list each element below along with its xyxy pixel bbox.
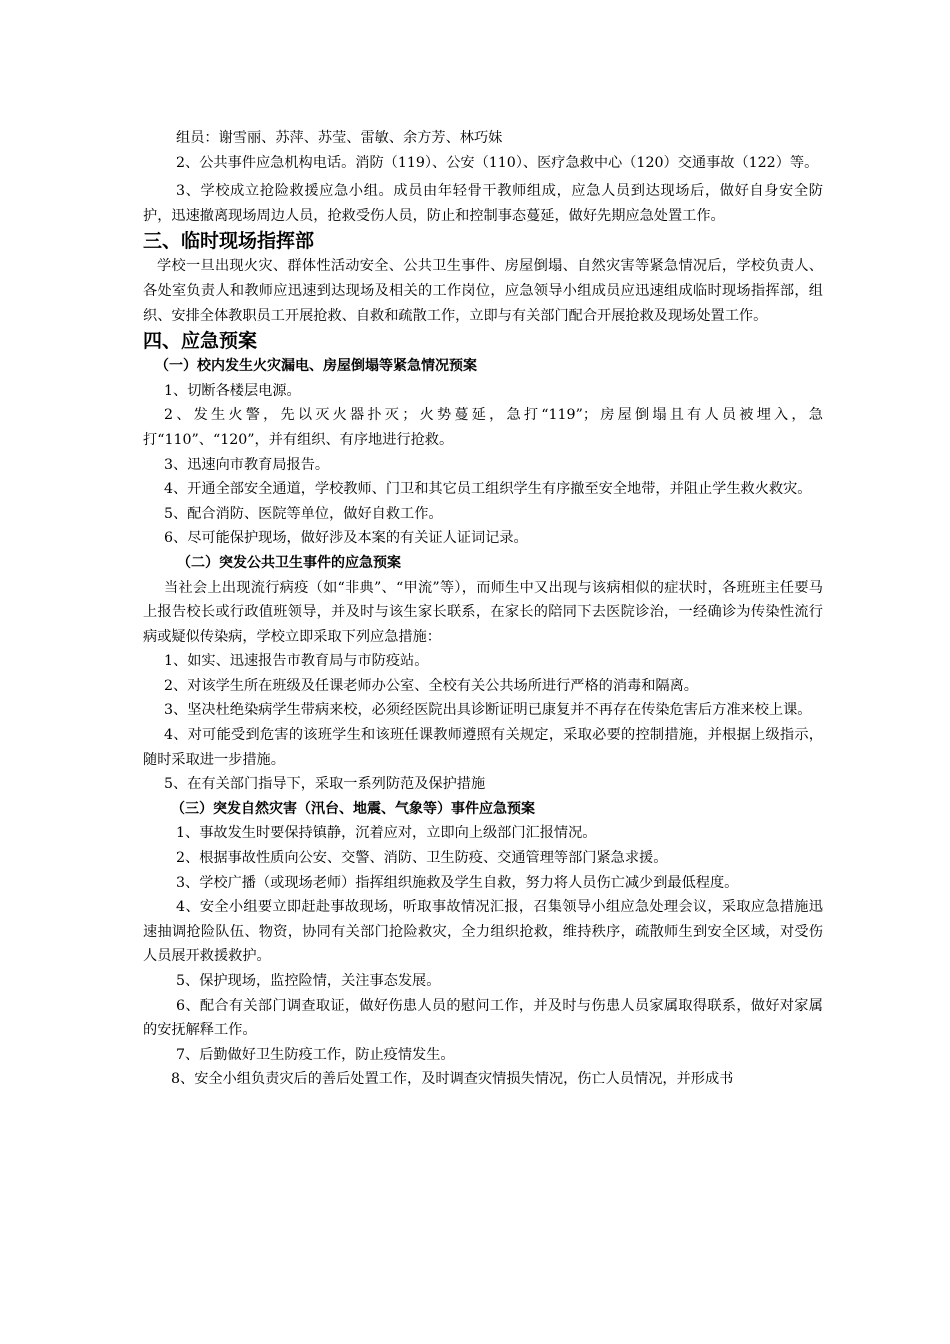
section-heading-4: 四、应急预案 [143,330,258,353]
list-item: 2、对该学生所在班级及任课老师办公室、全校有关公共场所进行严格的消毒和隔离。 [164,677,698,694]
list-item: 4、安全小组要立即赶赴事故现场，听取事故情况汇报，召集领导小组应急处理会议，采取应急措施迅速抽调抢险队伍、物资，协同有关部门抢险救灾，全力组织抢救，维持秩序，疏散师生到安全区域，对受伤人员展开救援救护。 [143,899,823,965]
list-item: 1、如实、迅速报告市教育局与市防疫站。 [164,653,429,670]
subheading-fire: （一）校内发生火灾漏电、房屋倒塌等紧急情况预案 [155,358,477,375]
list-item: 1、事故发生时要保持镇静，沉着应对，立即向上级部门汇报情况。 [176,825,597,842]
subheading-health: （二）突发公共卫生事件的应急预案 [177,554,401,571]
list-item: 5、保护现场，监控险情，关注事态发展。 [176,973,441,989]
list-item: 6、尽可能保护现场，做好涉及本案的有关证人证词记录。 [164,530,528,547]
list-item: 1、切断各楼层电源。 [164,382,301,399]
document-page [143,126,823,1092]
list-item: 2、发生火警，先以灭火器扑灭；火势蔓延，急打“119”；房屋倒塌且有人员被埋入，急打“110”、“120”，并有组织、有序地进行抢救。 [143,407,823,448]
list-item: 4、开通全部安全通道，学校教师、门卫和其它员工组织学生有序撤至安全地带，并阻止学生救火救灾。 [164,481,812,498]
list-item: 2、根据事故性质向公安、交警、消防、卫生防疫、交通管理等部门紧急求援。 [176,850,668,867]
list-item: 8、安全小组负责灾后的善后处置工作，及时调查灾情损失情况，伤亡人员情况，并形成书 [171,1071,734,1088]
list-item: 5、在有关部门指导下，采取一系列防范及保护措施 [164,776,486,793]
section-heading-3: 三、临时现场指挥部 [143,230,315,253]
subheading-disaster: （三）突发自然灾害（汛台、地震、气象等）事件应急预案 [171,800,535,817]
members-paragraph: 组员：谢雪丽、苏萍、苏莹、雷敏、余方芳、林巧妹 [176,130,503,146]
list-item: 3、学校广播（或现场老师）指挥组织施救及学生自救，努力将人员伤亡减少到最低程度。 [176,874,739,891]
list-item: 3、坚决杜绝染病学生带病来校，必须经医院出具诊断证明已康复并不再存在传染危害后方准来校上课。 [164,702,812,719]
list-item: 6、配合有关部门调查取证，做好伤患人员的慰问工作，并及时与伤患人员家属取得联系，做好对家属的安抚解释工作。 [143,997,823,1039]
list-item: 5、配合消防、医院等单位，做好自救工作。 [164,505,443,522]
list-item: 4、对可能受到危害的该班学生和该班任课教师遵照有关规定，采取必要的控制措施，并根据上级指示，随时采取进一步措施。 [143,727,823,768]
list-item: 3、迅速向市教育局报告。 [164,456,330,473]
command-post-paragraph: 学校一旦出现火灾、群体性活动安全、公共卫生事件、房屋倒塌、自然灾害等紧急情况后，学校负责人、各处室负责人和教师应迅速到达现场及相关的工作岗位，应急领导小组成员应迅速组成临时现场指挥部，组织、安排全体教职员工开展抢救、自救和疏散工作，立即与有关部门配合开展抢救及现场处置工作。 [143,258,823,324]
phones-paragraph: 2、公共事件应急机构电话。消防（119）、公安（110）、医疗急救中心（120）交通事故（122）等。 [176,154,819,171]
list-item: 7、后勤做好卫生防疫工作，防止疫情发生。 [176,1046,455,1063]
rescue-team-paragraph: 3、学校成立抢险救援应急小组。成员由年轻骨干教师组成，应急人员到达现场后，做好自身安全防护，迅速撤离现场周边人员，抢救受伤人员，防止和控制事态蔓延，做好先期应急处置工作。 [143,183,823,224]
health-intro-paragraph: 当社会上出现流行病疫（如“非典”、“甲流”等），而师生中又出现与该病相似的症状时，各班班主任要马上报告校长或行政值班领导，并及时与该生家长联系，在家长的陪同下去医院诊治，一经确诊为传染性流行病或疑似传染病，学校立即采取下列应急措施： [143,579,823,645]
